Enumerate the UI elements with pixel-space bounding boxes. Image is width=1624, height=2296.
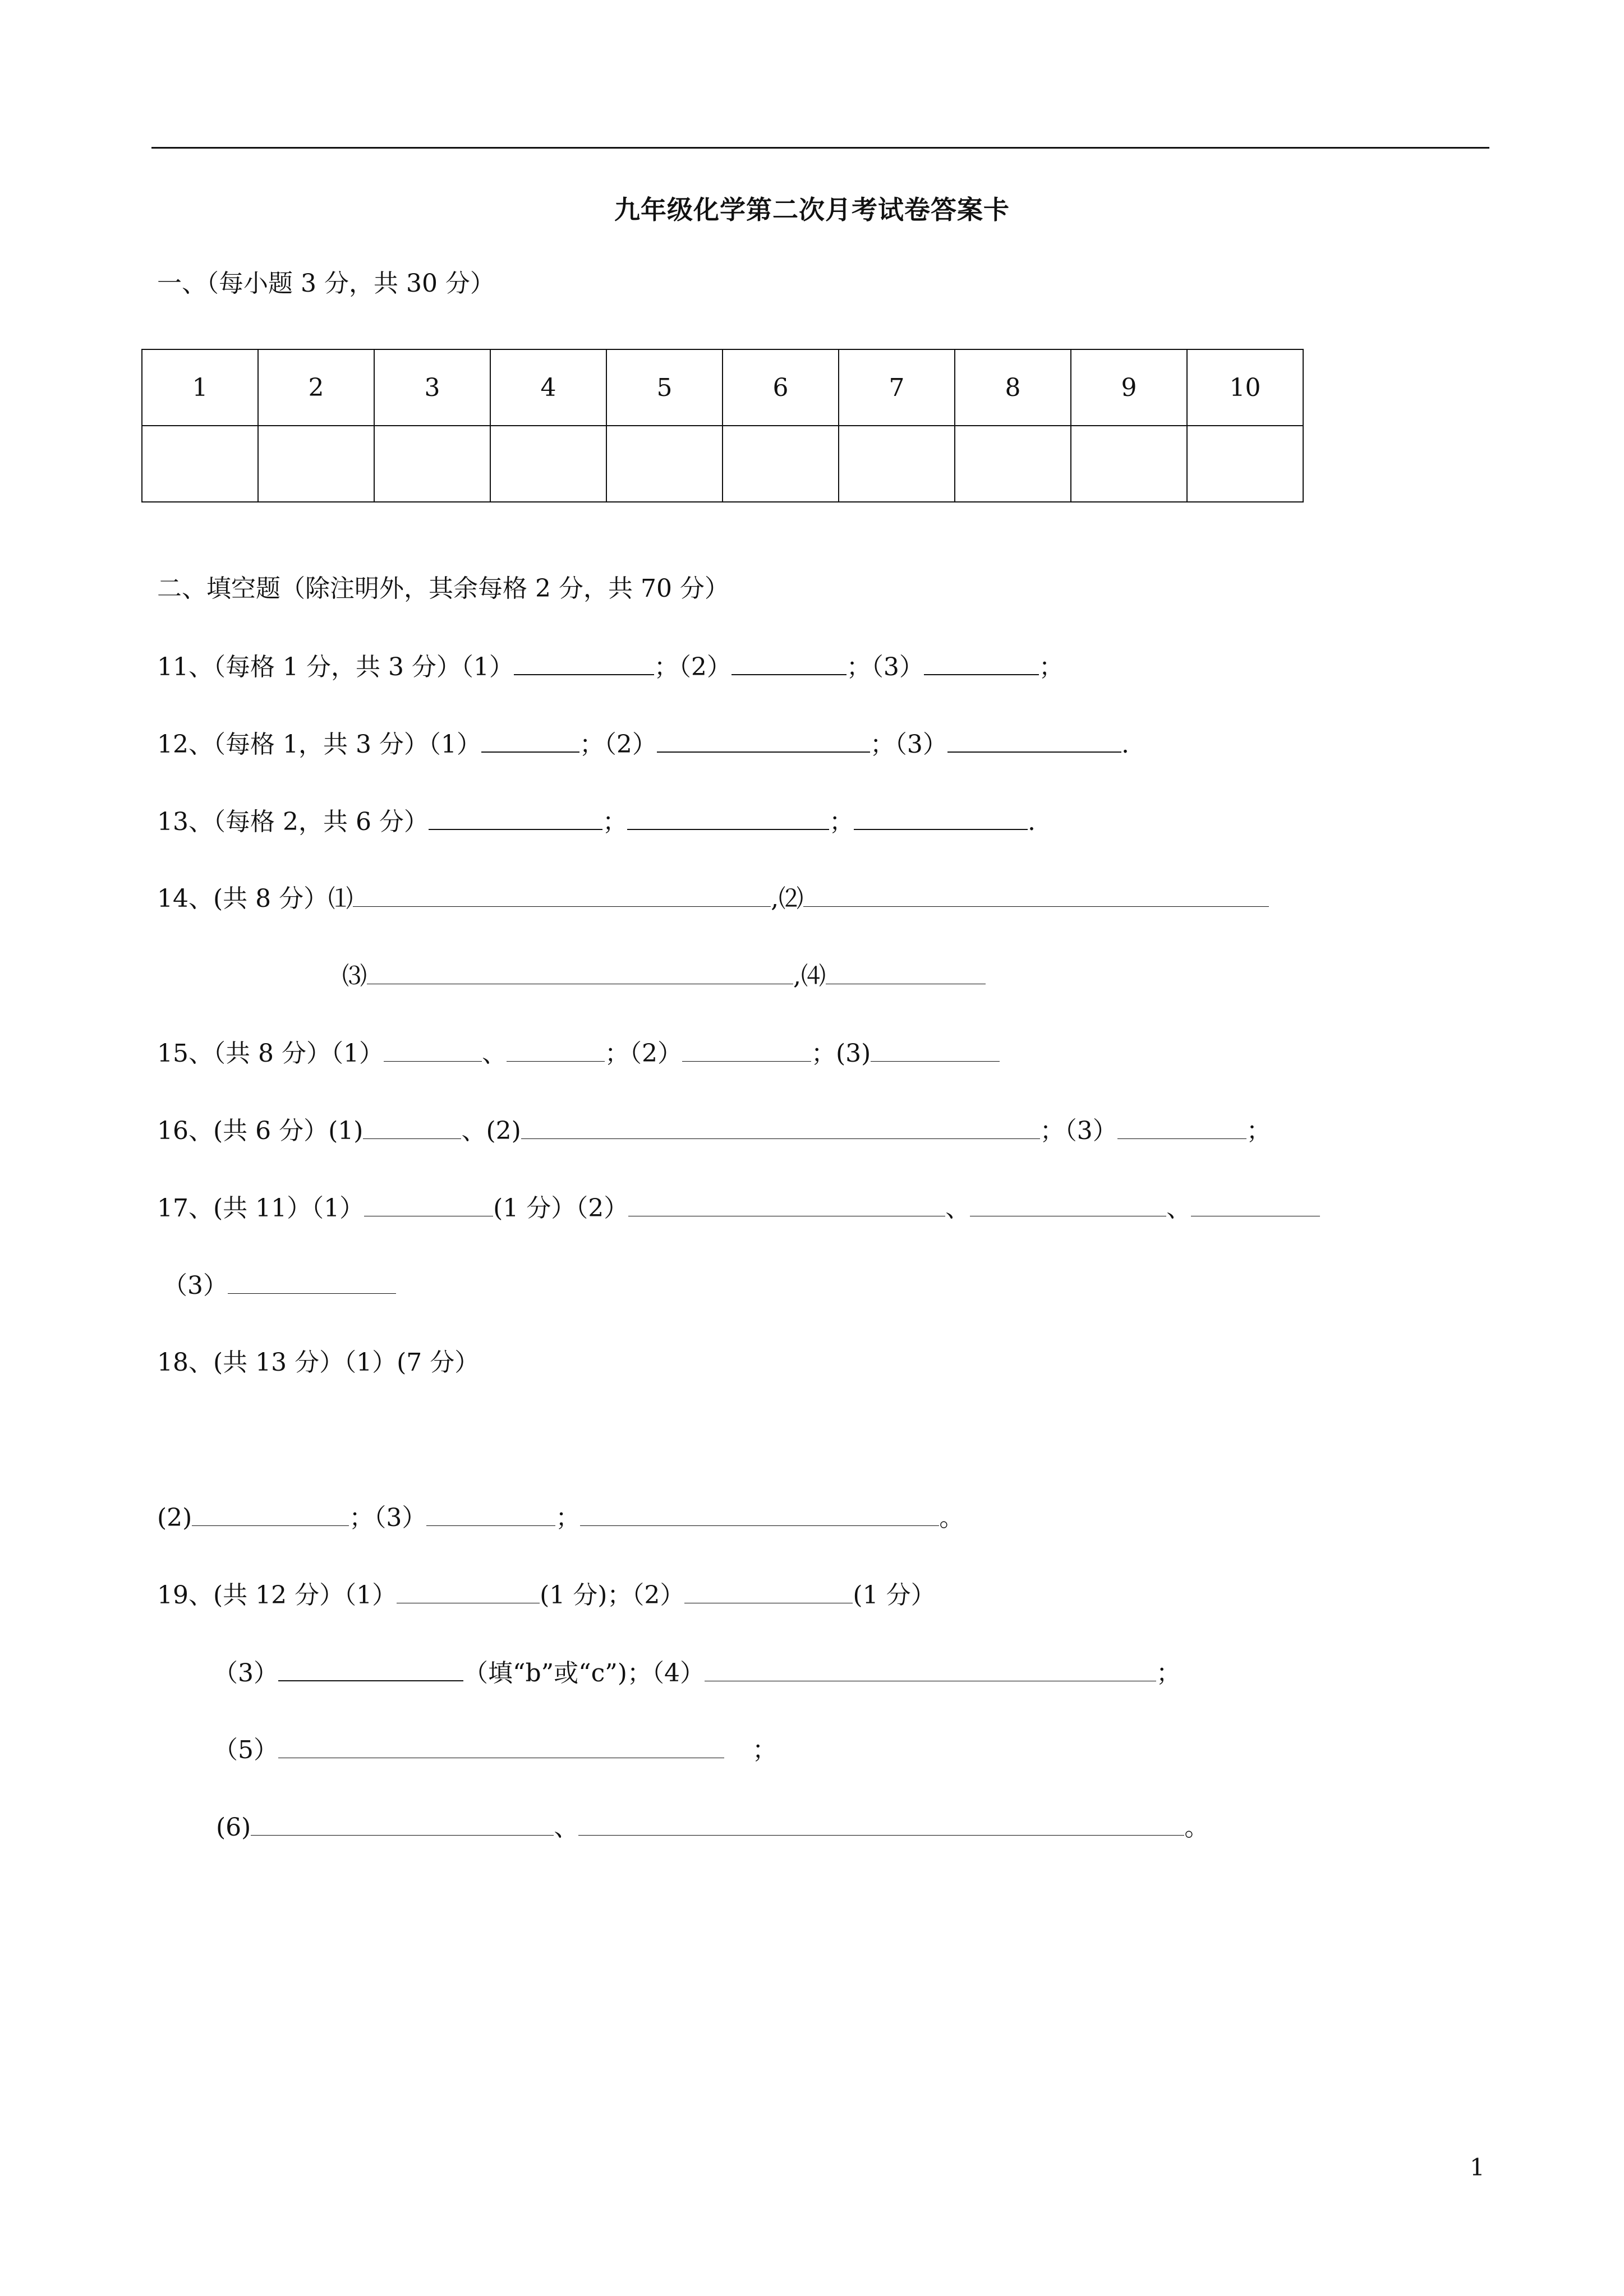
q18-blank-2[interactable] (426, 1501, 555, 1526)
q17-blank-4[interactable] (1191, 1191, 1320, 1216)
q17-sep-2: 、 (1166, 1194, 1191, 1223)
q11-end: ； (1038, 653, 1064, 681)
q16-end: ； (1246, 1117, 1271, 1145)
q15-sep: 、 (481, 1039, 507, 1068)
q12-blank-1[interactable] (481, 727, 579, 753)
q15-blank-2[interactable] (507, 1036, 605, 1062)
q12-blank-2[interactable] (657, 727, 870, 753)
answer-cell[interactable] (1187, 426, 1303, 502)
q15-blank-4[interactable] (871, 1036, 1000, 1062)
q19-end-6: 。 (1184, 1813, 1209, 1842)
header-rule (151, 147, 1489, 149)
q14-label-3: ⑶ (342, 962, 367, 990)
q11-label-3: ；（3） (846, 653, 924, 681)
q14-blank-2[interactable] (803, 882, 1269, 907)
q11-blank-1[interactable] (514, 649, 654, 675)
q16-label: 16、(共 6 分）(1) (157, 1117, 364, 1145)
question-number: 3 (374, 349, 490, 426)
q12-label-3: ；（3） (869, 730, 947, 759)
q19-sep-6: 、 (554, 1813, 579, 1842)
q13-blank-2[interactable] (627, 804, 829, 830)
q19-blank-6[interactable] (251, 1810, 554, 1836)
q18-label-3: ；（3） (349, 1504, 427, 1532)
question-number: 1 (142, 349, 258, 426)
q19-blank-2[interactable] (684, 1578, 853, 1603)
answer-cell[interactable] (142, 426, 258, 502)
question-number: 10 (1187, 349, 1303, 426)
q18-blank-3[interactable] (580, 1501, 939, 1526)
question-16 (157, 1114, 1271, 1148)
answer-grid-number-row (142, 349, 1303, 426)
question-19-part-6 (216, 1810, 1209, 1845)
q14-label-2: ,⑵ (771, 884, 804, 913)
q17-blank-2[interactable] (628, 1191, 945, 1216)
answer-cell[interactable] (723, 426, 839, 502)
question-number: 2 (258, 349, 374, 426)
q18-end: 。 (939, 1504, 964, 1532)
page-title: 九年级化学第二次月考试卷答案卡 (614, 195, 1010, 225)
q13-sep-2: ； (829, 808, 854, 836)
q12-label: 12、（每格 1，共 3 分）（1） (157, 730, 481, 759)
answer-cell[interactable] (1071, 426, 1187, 502)
q16-label-3: ；（3） (1039, 1117, 1117, 1145)
question-number: 9 (1071, 349, 1187, 426)
question-17 (157, 1191, 1320, 1225)
q16-blank-3[interactable] (1117, 1114, 1246, 1139)
q19-label-3: （3） (213, 1659, 278, 1688)
answer-cell[interactable] (374, 426, 490, 502)
q19-label-5: （5） (213, 1736, 278, 1764)
q13-label: 13、（每格 2，共 6 分） (157, 808, 429, 836)
q18-label-2: (2) (157, 1504, 192, 1532)
question-number: 8 (955, 349, 1071, 426)
q19-blank-5[interactable] (278, 1733, 724, 1758)
q19-blank-4[interactable] (705, 1656, 1156, 1681)
question-14 (157, 882, 1269, 916)
q15-label-3: ；(3) (811, 1039, 871, 1068)
question-18-continued (157, 1501, 964, 1535)
question-number: 5 (606, 349, 723, 426)
answer-cell[interactable] (606, 426, 723, 502)
q17-blank-3[interactable] (970, 1191, 1166, 1216)
answer-cell[interactable] (955, 426, 1071, 502)
q12-blank-3[interactable] (947, 727, 1121, 753)
question-number: 6 (723, 349, 839, 426)
q12-end: . (1121, 730, 1129, 759)
q13-blank-3[interactable] (854, 804, 1028, 830)
q11-blank-3[interactable] (924, 649, 1039, 675)
question-13 (157, 804, 1036, 839)
q14-label-4: ,⑷ (793, 962, 826, 990)
section-2-heading: 二、填空题（除注明外，其余每格 2 分，共 70 分） (157, 574, 729, 603)
section-1-heading: 一、（每小题 3 分，共 30 分） (157, 269, 495, 298)
q12-label-2: ；（2） (579, 730, 657, 759)
q13-sep-1: ； (602, 808, 627, 836)
q19-end-4: ； (1156, 1659, 1181, 1688)
question-18: 18、(共 13 分）（1）(7 分） (157, 1348, 480, 1377)
question-11 (157, 649, 1064, 684)
q15-blank-3[interactable] (682, 1036, 811, 1062)
question-19 (157, 1578, 936, 1612)
question-15 (157, 1036, 1000, 1071)
q19-blank-7[interactable] (578, 1810, 1184, 1836)
q14-blank-4[interactable] (826, 959, 986, 984)
q17-sep-1: 、 (945, 1194, 970, 1223)
q17-label-2: (1 分）（2） (493, 1194, 629, 1223)
answer-cell[interactable] (839, 426, 955, 502)
q19-label-6: (6) (216, 1813, 251, 1842)
question-14-continued (342, 959, 986, 993)
q19-label-2: (1 分)；（2） (540, 1581, 685, 1610)
q16-blank-1[interactable] (363, 1114, 461, 1139)
q19-blank-1[interactable] (397, 1578, 540, 1603)
q15-label: 15、（共 8 分）（1） (157, 1039, 384, 1068)
q18-sep: ； (555, 1504, 581, 1532)
q15-blank-1[interactable] (384, 1036, 482, 1062)
q19-end-5: ； (752, 1736, 777, 1764)
question-19-part-5 (213, 1733, 777, 1767)
q14-label: 14、(共 8 分）⑴ (157, 884, 353, 913)
q15-label-2: ；（2） (604, 1039, 682, 1068)
answer-grid (141, 349, 1304, 502)
q11-label: 11、（每格 1 分，共 3 分）（1） (157, 653, 514, 681)
q17-label-3: （3） (163, 1271, 228, 1300)
q14-blank-3[interactable] (367, 959, 793, 984)
q16-label-2: 、(2) (461, 1117, 521, 1145)
question-17-continued (163, 1269, 396, 1303)
q17-blank-5[interactable] (228, 1269, 396, 1294)
q19-label: 19、(共 12 分）（1） (157, 1581, 397, 1610)
q14-blank-1[interactable] (353, 882, 771, 907)
q19-label-2-end: (1 分） (853, 1581, 936, 1610)
question-number: 4 (490, 349, 606, 426)
question-19-part-3 (213, 1656, 1181, 1690)
q16-blank-2[interactable] (521, 1114, 1040, 1139)
question-number: 7 (839, 349, 955, 426)
q13-blank-1[interactable] (429, 804, 602, 830)
q17-blank-1[interactable] (364, 1191, 493, 1216)
q19-blank-3[interactable] (278, 1656, 463, 1681)
answer-grid-answer-row (142, 426, 1303, 502)
page-number: 1 (1470, 2154, 1485, 2181)
q19-note-3: （填“b”或“c”)；（4） (463, 1659, 705, 1688)
answer-cell[interactable] (258, 426, 374, 502)
q11-blank-2[interactable] (732, 649, 846, 675)
question-12 (157, 727, 1129, 762)
q18-blank-1[interactable] (192, 1501, 349, 1526)
q11-label-2: ；（2） (654, 653, 732, 681)
q17-label: 17、(共 11）（1） (157, 1194, 365, 1223)
q13-end: . (1027, 808, 1036, 836)
answer-cell[interactable] (490, 426, 606, 502)
